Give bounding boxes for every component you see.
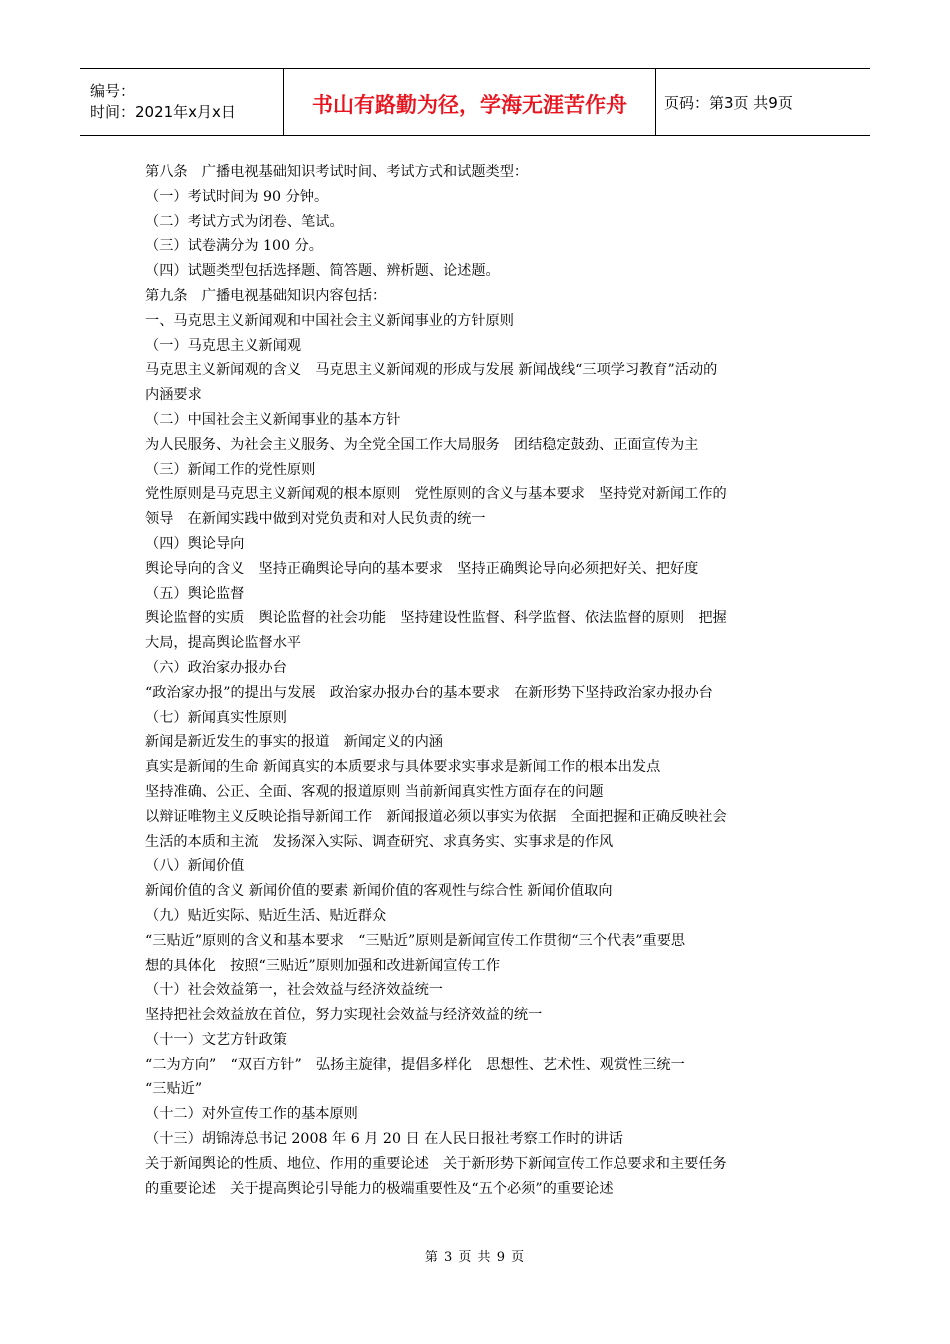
text-line: 舆论导向的含义 坚持正确舆论导向的基本要求 坚持正确舆论导向必须把好关、把好度 bbox=[145, 560, 699, 577]
text-line: （十）社会效益第一，社会效益与经济效益统一 bbox=[145, 982, 443, 999]
text-line: 舆论监督的实质 舆论监督的社会功能 坚持建设性监督、科学监督、依法监督的原则 把握 bbox=[145, 610, 727, 627]
document-body bbox=[145, 160, 810, 1201]
text-line: （一）马克思主义新闻观 bbox=[145, 337, 302, 354]
text-line: 新闻是新近发生的事实的报道 新闻定义的内涵 bbox=[145, 734, 443, 751]
text-line: （七）新闻真实性原则 bbox=[145, 709, 287, 726]
text-line: （三）试卷满分为 100 分。 bbox=[145, 238, 323, 255]
text-line: 的重要论述 关于提高舆论引导能力的极端重要性及“五个必须”的重要论述 bbox=[145, 1180, 614, 1197]
text-line: （二）中国社会主义新闻事业的基本方针 bbox=[145, 411, 401, 428]
text-line: 关于新闻舆论的性质、地位、作用的重要论述 关于新形势下新闻宣传工作总要求和主要任务 bbox=[145, 1155, 727, 1172]
text-line: 大局，提高舆论监督水平 bbox=[145, 635, 302, 652]
text-line: 真实是新闻的生命 新闻真实的本质要求与具体要求实事求是新闻工作的根本出发点 bbox=[145, 759, 661, 776]
date-label: 时间：2021年x月x日 bbox=[90, 103, 236, 121]
text-line: “二为方向” “双百方针” 弘扬主旋律，提倡多样化 思想性、艺术性、观赏性三统一 bbox=[145, 1056, 685, 1073]
text-line: （六）政治家办报办台 bbox=[145, 659, 287, 676]
text-line: 以辩证唯物主义反映论指导新闻工作 新闻报道必须以事实为依据 全面把握和正确反映社会 bbox=[145, 808, 727, 825]
text-line: （十二）对外宣传工作的基本原则 bbox=[145, 1106, 358, 1123]
text-line: “政治家办报”的提出与发展 政治家办报办台的基本要求 在新形势下坚持政治家办报办台 bbox=[145, 684, 713, 701]
text-line: （四）舆论导向 bbox=[145, 535, 245, 552]
text-line: 党性原则是马克思主义新闻观的根本原则 党性原则的含义与基本要求 坚持党对新闻工作的 bbox=[145, 486, 727, 503]
text-line: 马克思主义新闻观的含义 马克思主义新闻观的形成与发展 新闻战线“三项学习教育”活动的 bbox=[145, 362, 718, 379]
page-number-label: 页码：第3页 共9页 bbox=[664, 93, 793, 112]
header-page-cell bbox=[656, 69, 870, 135]
text-line: （一）考试时间为 90 分钟。 bbox=[145, 188, 329, 205]
text-line: 第九条 广播电视基础知识内容包括： bbox=[145, 287, 387, 304]
text-line: “三贴近”原则的含义和基本要求 “三贴近”原则是新闻宣传工作贯彻“三个代表”重要思 bbox=[145, 932, 686, 949]
text-line: （九）贴近实际、贴近生活、贴近群众 bbox=[145, 907, 387, 924]
motto-text: 书山有路勤为径，学海无涯苦作舟 bbox=[312, 93, 627, 117]
text-line: 第八条 广播电视基础知识考试时间、考试方式和试题类型： bbox=[145, 164, 529, 180]
text-line: （四）试题类型包括选择题、简答题、辨析题、论述题。 bbox=[145, 263, 500, 280]
code-label: 编号： bbox=[90, 82, 136, 100]
header-motto-cell bbox=[284, 69, 656, 135]
text-line: 生活的本质和主流 发扬深入实际、调查研究、求真务实、实事求是的作风 bbox=[145, 833, 614, 850]
text-line: 一、马克思主义新闻观和中国社会主义新闻事业的方针原则 bbox=[145, 312, 514, 329]
page-footer: 第 3 页 共 9 页 bbox=[424, 1250, 526, 1265]
text-line: 坚持把社会效益放在首位，努力实现社会效益与经济效益的统一 bbox=[145, 1007, 543, 1024]
text-line: 内涵要求 bbox=[145, 387, 202, 404]
text-line: 坚持准确、公正、全面、客观的报道原则 当前新闻真实性方面存在的问题 bbox=[145, 783, 604, 800]
text-line: （三）新闻工作的党性原则 bbox=[145, 461, 316, 478]
text-line: （十一）文艺方针政策 bbox=[145, 1031, 287, 1048]
text-line: 新闻价值的含义 新闻价值的要素 新闻价值的客观性与综合性 新闻价值取向 bbox=[145, 883, 613, 900]
text-line: （八）新闻价值 bbox=[145, 858, 245, 875]
text-line: 领导 在新闻实践中做到对党负责和对人民负责的统一 bbox=[145, 511, 486, 528]
text-line: （二）考试方式为闭卷、笔试。 bbox=[145, 213, 344, 230]
text-line: “三贴近” bbox=[145, 1081, 203, 1098]
text-line: （五）舆论监督 bbox=[145, 585, 245, 602]
text-line: 想的具体化 按照“三贴近”原则加强和改进新闻宣传工作 bbox=[145, 957, 501, 974]
text-line: 为人民服务、为社会主义服务、为全党全国工作大局服务 团结稳定鼓劲、正面宣传为主 bbox=[145, 436, 699, 453]
page-header bbox=[80, 68, 870, 136]
text-line: （十三）胡锦涛总书记 2008 年 6 月 20 日 在人民日报社考察工作时的讲话 bbox=[145, 1131, 623, 1148]
header-info-cell bbox=[80, 69, 284, 135]
